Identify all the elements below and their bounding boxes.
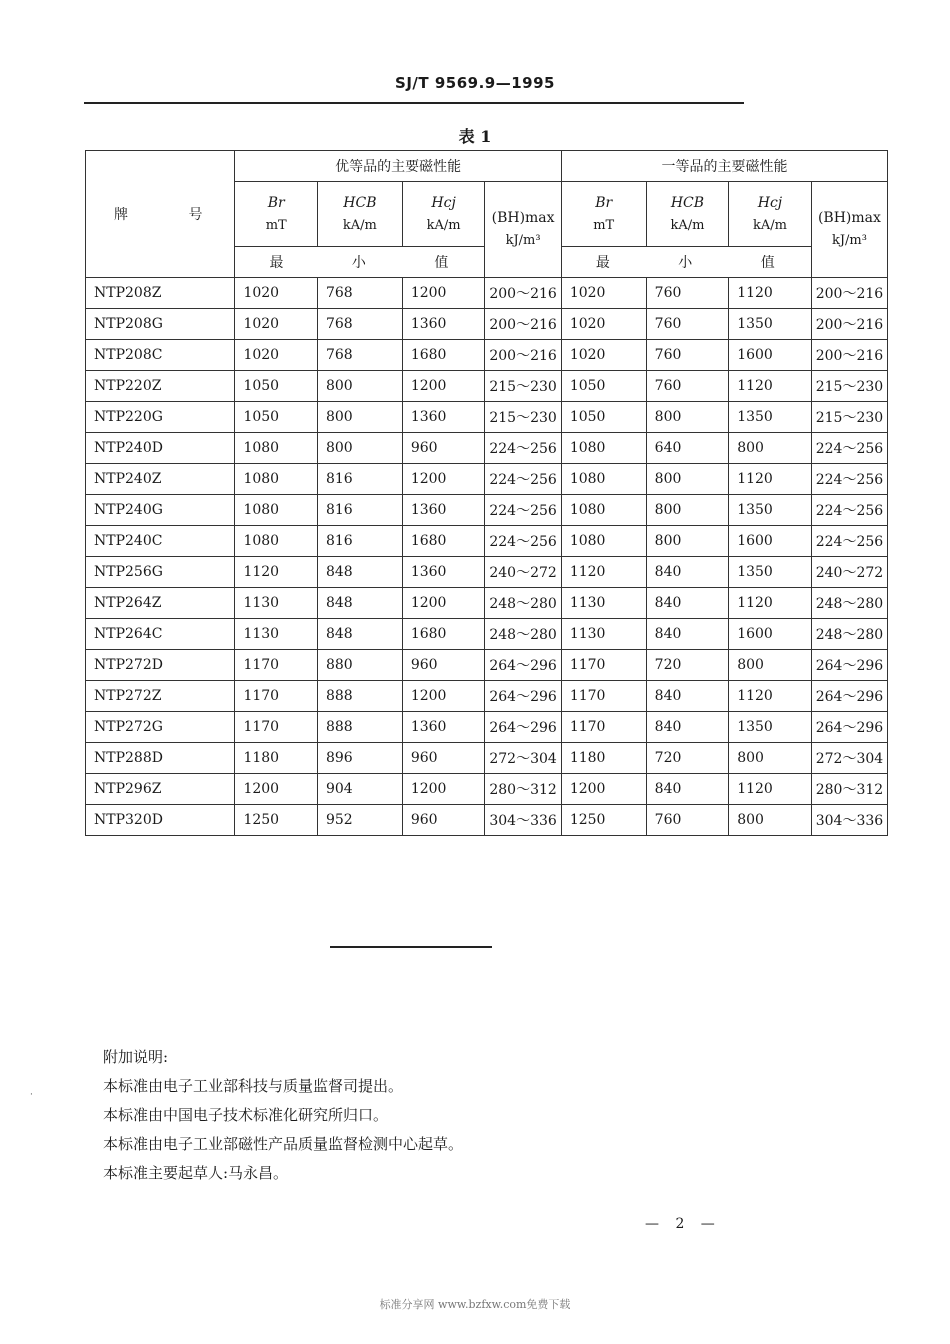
bhmax-cell: 224～256	[485, 526, 561, 557]
table-row	[86, 495, 888, 526]
bhmax-cell: 200～216	[485, 340, 561, 371]
col-hcb-first: HCB kA/m	[646, 182, 729, 247]
value-cell: 840	[646, 712, 729, 743]
table-row	[86, 278, 888, 309]
value-cell: 1200	[561, 774, 646, 805]
value-cell: 1080	[235, 433, 318, 464]
value-cell: 1170	[235, 712, 318, 743]
value-cell: 1020	[561, 309, 646, 340]
value-cell: 1350	[729, 495, 812, 526]
value-cell: 1250	[561, 805, 646, 836]
value-cell: 1080	[561, 495, 646, 526]
value-cell: 768	[317, 309, 402, 340]
bhmax-cell: 240～272	[811, 557, 887, 588]
value-cell: 1120	[729, 278, 812, 309]
value-cell: 1020	[561, 278, 646, 309]
bhmax-cell: 224～256	[811, 433, 887, 464]
bhmax-cell: 200～216	[811, 309, 887, 340]
brand-cell: NTP220G	[86, 402, 235, 433]
bhmax-cell: 248～280	[811, 619, 887, 650]
bhmax-cell: 264～296	[811, 650, 887, 681]
value-cell: 1080	[561, 464, 646, 495]
table-row	[86, 526, 888, 557]
table-row	[86, 402, 888, 433]
brand-cell: NTP288D	[86, 743, 235, 774]
value-cell: 1120	[729, 774, 812, 805]
table-row	[86, 681, 888, 712]
bhmax-cell: 272～304	[811, 743, 887, 774]
value-cell: 1130	[561, 619, 646, 650]
value-cell: 1200	[402, 371, 485, 402]
value-cell: 1360	[402, 712, 485, 743]
value-cell: 1360	[402, 557, 485, 588]
table-row	[86, 743, 888, 774]
value-cell: 960	[402, 743, 485, 774]
table-row	[86, 650, 888, 681]
value-cell: 840	[646, 588, 729, 619]
notes-line: 本标准由电子工业部科技与质量监督司提出。	[103, 1077, 404, 1095]
value-cell: 888	[317, 681, 402, 712]
bhmax-cell: 224～256	[485, 464, 561, 495]
value-cell: 1360	[402, 309, 485, 340]
col-br-superior: Br mT	[235, 182, 318, 247]
brand-column-header: 牌 号	[86, 151, 235, 278]
bhmax-cell: 248～280	[811, 588, 887, 619]
watermark-footer: 标准分享网 www.bzfxw.com免费下载	[379, 1298, 571, 1311]
value-cell: 768	[317, 278, 402, 309]
value-cell: 800	[729, 805, 812, 836]
bhmax-cell: 304～336	[811, 805, 887, 836]
value-cell: 904	[317, 774, 402, 805]
value-cell: 760	[646, 340, 729, 371]
bhmax-cell: 264～296	[485, 712, 561, 743]
value-cell: 1170	[561, 712, 646, 743]
bhmax-cell: 200～216	[811, 278, 887, 309]
bhmax-cell: 264～296	[811, 712, 887, 743]
value-cell: 1050	[235, 371, 318, 402]
value-cell: 800	[317, 371, 402, 402]
value-cell: 640	[646, 433, 729, 464]
table-row	[86, 309, 888, 340]
value-cell: 800	[317, 402, 402, 433]
value-cell: 1080	[235, 464, 318, 495]
value-cell: 1200	[235, 774, 318, 805]
value-cell: 1350	[729, 712, 812, 743]
value-cell: 1050	[561, 371, 646, 402]
value-cell: 1200	[402, 278, 485, 309]
value-cell: 952	[317, 805, 402, 836]
table-row	[86, 805, 888, 836]
value-cell: 1020	[235, 309, 318, 340]
value-cell: 1170	[561, 681, 646, 712]
value-cell: 760	[646, 278, 729, 309]
value-cell: 1600	[729, 619, 812, 650]
table-row	[86, 619, 888, 650]
magnetic-properties-table	[85, 150, 888, 836]
section-divider	[330, 946, 492, 948]
value-cell: 888	[317, 712, 402, 743]
value-cell: 1180	[561, 743, 646, 774]
value-cell: 1120	[729, 464, 812, 495]
brand-cell: NTP208Z	[86, 278, 235, 309]
bhmax-cell: 280～312	[811, 774, 887, 805]
table-row	[86, 774, 888, 805]
value-cell: 1050	[235, 402, 318, 433]
value-cell: 768	[317, 340, 402, 371]
bhmax-cell: 248～280	[485, 588, 561, 619]
brand-cell: NTP208C	[86, 340, 235, 371]
value-cell: 960	[402, 650, 485, 681]
value-cell: 1120	[561, 557, 646, 588]
bhmax-cell: 264～296	[485, 650, 561, 681]
value-cell: 880	[317, 650, 402, 681]
value-cell: 1170	[235, 650, 318, 681]
col-hcj-first: Hcj kA/m	[729, 182, 812, 247]
value-cell: 800	[729, 743, 812, 774]
brand-cell: NTP264Z	[86, 588, 235, 619]
bhmax-cell: 304～336	[485, 805, 561, 836]
brand-cell: NTP272G	[86, 712, 235, 743]
table-row	[86, 371, 888, 402]
brand-cell: NTP272D	[86, 650, 235, 681]
bhmax-cell: 264～296	[485, 681, 561, 712]
value-cell: 760	[646, 371, 729, 402]
value-cell: 1080	[235, 495, 318, 526]
value-cell: 1350	[729, 402, 812, 433]
additional-notes	[103, 1043, 463, 1188]
value-cell: 1120	[235, 557, 318, 588]
notes-line: 本标准主要起草人:马永昌。	[103, 1164, 289, 1182]
brand-cell: NTP296Z	[86, 774, 235, 805]
value-cell: 1350	[729, 557, 812, 588]
value-cell: 1600	[729, 340, 812, 371]
value-cell: 960	[402, 805, 485, 836]
min-value-label-first: 最 小 值	[561, 247, 811, 278]
document-code-header: SJ/T 9569.9—1995	[395, 74, 555, 92]
bhmax-cell: 224～256	[811, 495, 887, 526]
bhmax-cell: 280～312	[485, 774, 561, 805]
col-bhmax-first: (BH)max kJ/m³	[811, 182, 887, 278]
brand-cell: NTP256G	[86, 557, 235, 588]
value-cell: 1120	[729, 681, 812, 712]
value-cell: 1200	[402, 464, 485, 495]
value-cell: 1350	[729, 309, 812, 340]
value-cell: 800	[646, 464, 729, 495]
bhmax-cell: 224～256	[811, 464, 887, 495]
first-grade-group-header: 一等品的主要磁性能	[561, 151, 887, 182]
value-cell: 848	[317, 619, 402, 650]
page-number: — 2 —	[645, 1216, 721, 1232]
bhmax-cell: 224～256	[485, 495, 561, 526]
superior-group-header: 优等品的主要磁性能	[235, 151, 561, 182]
value-cell: 1680	[402, 619, 485, 650]
value-cell: 1170	[235, 681, 318, 712]
value-cell: 1360	[402, 495, 485, 526]
value-cell: 760	[646, 805, 729, 836]
value-cell: 816	[317, 526, 402, 557]
bhmax-cell: 215～230	[811, 371, 887, 402]
col-br-first: Br mT	[561, 182, 646, 247]
value-cell: 800	[646, 495, 729, 526]
table-row	[86, 340, 888, 371]
min-value-label-superior: 最 小 值	[235, 247, 485, 278]
value-cell: 720	[646, 650, 729, 681]
value-cell: 1170	[561, 650, 646, 681]
table-row	[86, 464, 888, 495]
value-cell: 800	[646, 526, 729, 557]
bhmax-cell: 200～216	[485, 309, 561, 340]
value-cell: 896	[317, 743, 402, 774]
value-cell: 1050	[561, 402, 646, 433]
value-cell: 840	[646, 681, 729, 712]
col-bhmax-superior: (BH)max kJ/m³	[485, 182, 561, 278]
bhmax-cell: 224～256	[811, 526, 887, 557]
brand-cell: NTP220Z	[86, 371, 235, 402]
brand-cell: NTP272Z	[86, 681, 235, 712]
notes-line: 本标准由中国电子技术标准化研究所归口。	[103, 1106, 389, 1124]
value-cell: 848	[317, 557, 402, 588]
notes-line: 本标准由电子工业部磁性产品质量监督检测中心起草。	[103, 1135, 464, 1153]
table-row	[86, 712, 888, 743]
value-cell: 1130	[235, 619, 318, 650]
bhmax-cell: 224～256	[485, 433, 561, 464]
value-cell: 1600	[729, 526, 812, 557]
value-cell: 840	[646, 774, 729, 805]
bhmax-cell: 240～272	[485, 557, 561, 588]
col-hcj-superior: Hcj kA/m	[402, 182, 485, 247]
value-cell: 848	[317, 588, 402, 619]
col-hcb-superior: HCB kA/m	[317, 182, 402, 247]
value-cell: 1080	[561, 526, 646, 557]
brand-cell: NTP240G	[86, 495, 235, 526]
value-cell: 1080	[561, 433, 646, 464]
value-cell: 1130	[235, 588, 318, 619]
value-cell: 840	[646, 557, 729, 588]
value-cell: 1020	[561, 340, 646, 371]
value-cell: 1180	[235, 743, 318, 774]
value-cell: 800	[646, 402, 729, 433]
bhmax-cell: 264～296	[811, 681, 887, 712]
brand-cell: NTP208G	[86, 309, 235, 340]
value-cell: 1120	[729, 588, 812, 619]
value-cell: 720	[646, 743, 729, 774]
value-cell: 1200	[402, 588, 485, 619]
bhmax-cell: 248～280	[485, 619, 561, 650]
value-cell: 1080	[235, 526, 318, 557]
scan-speck: ·	[30, 1090, 33, 1100]
value-cell: 1130	[561, 588, 646, 619]
brand-cell: NTP320D	[86, 805, 235, 836]
value-cell: 800	[729, 433, 812, 464]
value-cell: 1020	[235, 340, 318, 371]
brand-cell: NTP240D	[86, 433, 235, 464]
value-cell: 840	[646, 619, 729, 650]
value-cell: 1200	[402, 774, 485, 805]
notes-heading: 附加说明:	[103, 1048, 169, 1066]
value-cell: 816	[317, 495, 402, 526]
value-cell: 816	[317, 464, 402, 495]
value-cell: 1250	[235, 805, 318, 836]
table-title: 表 1	[458, 127, 492, 146]
brand-cell: NTP240Z	[86, 464, 235, 495]
bhmax-cell: 215～230	[485, 371, 561, 402]
value-cell: 1120	[729, 371, 812, 402]
bhmax-cell: 200～216	[811, 340, 887, 371]
value-cell: 1020	[235, 278, 318, 309]
value-cell: 1680	[402, 340, 485, 371]
value-cell: 1680	[402, 526, 485, 557]
bhmax-cell: 200～216	[485, 278, 561, 309]
table-row	[86, 433, 888, 464]
header-rule	[84, 102, 744, 104]
table-row	[86, 588, 888, 619]
brand-cell: NTP240C	[86, 526, 235, 557]
brand-cell: NTP264C	[86, 619, 235, 650]
value-cell: 800	[317, 433, 402, 464]
value-cell: 1360	[402, 402, 485, 433]
value-cell: 960	[402, 433, 485, 464]
bhmax-cell: 272～304	[485, 743, 561, 774]
value-cell: 800	[729, 650, 812, 681]
table-row	[86, 557, 888, 588]
value-cell: 760	[646, 309, 729, 340]
value-cell: 1200	[402, 681, 485, 712]
bhmax-cell: 215～230	[811, 402, 887, 433]
bhmax-cell: 215～230	[485, 402, 561, 433]
